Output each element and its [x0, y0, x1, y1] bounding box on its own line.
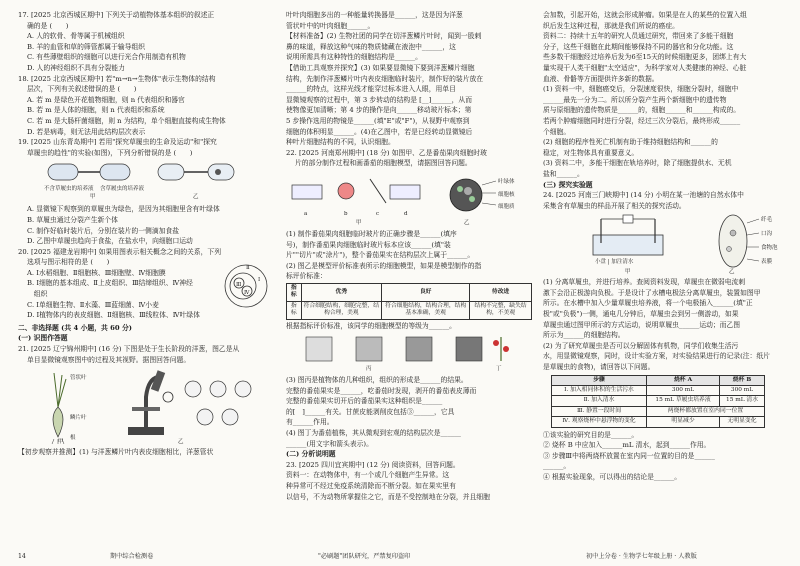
table-header: 烧杯 B [720, 375, 765, 385]
q24-line: (1) 分离草履虫，并进行培养。查阅资料发现，草履虫在微弱电流刺 [543, 278, 746, 287]
table-cell: Ⅱ. 加入清水 [552, 396, 647, 406]
text-line: (3) 资料二中，多能干细胞在轨培养时，除了细胞提供水、无机 [543, 159, 732, 168]
q22-line: 22. [2025 河南郑州期中] (18 分) 如图甲、乙是番茄果肉细胞时玻 [286, 148, 487, 157]
q24-line: 24. [2025 河南三门峡期中] (14 分) 小明在某一池塘的自然水体中 [543, 191, 744, 200]
text-line: 5 步操作选用的物镜是______(填"E"或"F")，从视野中观察到 [286, 116, 470, 125]
text-line: 细胞的体积明显______。(4)在乙图中，若是已经转动显微镜后 [286, 127, 473, 136]
figure-caption: 乙 [464, 219, 470, 226]
text-line: 织后发生这种过程，那就是我们所说的癌症。 [543, 21, 679, 30]
q20-block [18, 247, 271, 321]
q24-line: (2) 为了研究草履虫是否可以分解固体有机物，同学们收集生活污 [543, 341, 739, 350]
table-cell: 符合细胞结构，细胞完整，结构合理，美观 [301, 301, 382, 319]
text-line: 血液、骨骼等方面提供许多新的数据。 [543, 74, 659, 83]
q17-option: C. 有些薄壁组织的细胞可以进行光合作用制造有机物 [27, 53, 186, 62]
table-header: 指标 [287, 283, 302, 301]
table-cell: 无明显变化 [720, 417, 765, 427]
text-line: 管状叶中的叶肉细胞______。 [286, 21, 375, 30]
q22-line: (2) 图乙是模型评价标准表所示的细胞模型，如果是模型制作的指 [286, 261, 482, 270]
figure-caption: 甲 [58, 439, 64, 446]
table-cell: 300 mL [720, 386, 765, 396]
q21-figure [18, 367, 271, 445]
q18-line: 18. [2025 北京西城区期中] 若"m→n→生物体"表示生物体的结构 [18, 74, 216, 83]
text-line: 根据指标评价标准，该同学的细胞模型的等级为______。 [286, 321, 456, 330]
text-line: 量实现干人类干细胞"太空适应"，为科学家对人类健康的神经、心脏 [543, 63, 747, 72]
table-cell: 结构不完整，缺失结构，不美观 [470, 301, 532, 319]
text-line: 会加数，引起开始，这就会形成肿瘤。如果是在人的某些的位置入组 [543, 11, 747, 19]
q24-line: 草履虫通过图甲所示的方式运动，说明草履虫______运动；而乙图 [543, 320, 741, 329]
q21-line: 【初步观察并推测】(1) 与洋葱鳞片叶内表皮细胞相比，洋葱管状 [18, 448, 214, 457]
q17-line: 确的是 ( ) [27, 21, 69, 30]
text-line: 种叶片细胞结构的不同，认识细胞。 [286, 138, 395, 147]
q22-line: 完整的番茄果实切开后的番茄果实这种组织是______ [286, 397, 443, 406]
text-line: 使物像更加清晰；第 4 步的操作是向______移动玻片标本；第 [286, 106, 472, 115]
q22-line: 号)，制作番茄果肉细胞临时玻片标本应该______(填"装 [286, 240, 451, 249]
table-header: 烧杯 A [646, 375, 719, 385]
q24-line: ______。 [543, 462, 571, 471]
q22-line: ______(用文字和箭头表示)。 [286, 439, 373, 448]
text-line: 分子，这些干细胞在此期间能够保持不同的器官和分化功能。这 [543, 42, 734, 51]
q18-option: C. 若 m 是大肠杆菌细胞，则 n 为结构，单个细胞直接构成生物体 [27, 116, 226, 125]
q17-option: A. 人的软骨、骨等属于机械组织 [27, 32, 125, 41]
q24-line: ② 烧杯 B 中应加入______mL 清水，起到______作用。 [543, 441, 711, 450]
text-line: 若两个肿瘤细胞同时进行分裂，经过三次分裂后，最终形成______ [543, 116, 741, 125]
table-header: 步骤 [552, 375, 647, 385]
table-cell: 指标 [287, 301, 302, 319]
text-line: 质与原细胞的遗传物质是______的，细胞______和______构成的。 [543, 106, 741, 115]
electrode-tank-diagram [543, 213, 793, 275]
venn-label: Ⅲ [236, 281, 242, 288]
subsection-heading: (三) 探究实验题 [543, 180, 593, 189]
figure-label: 含草履虫的培养液 [100, 186, 145, 193]
q19-option: B. 草履虫通过分裂产生新个体 [27, 215, 118, 224]
q18-option: B. 若 m 是人体的细胞，则 n 代表组织和系统 [27, 106, 165, 115]
venn-label: Ⅳ [244, 289, 250, 296]
paramecium-experiment-diagram [18, 160, 268, 202]
figure-label: a [304, 210, 308, 217]
figure-caption: 甲 [90, 194, 96, 201]
q23-line: 种异常可不经过免疫系统清除而不断分裂。如在果实里有 [286, 482, 456, 491]
figure-caption: 甲 [625, 269, 631, 276]
q22-line: 片""切片"或"涂片")，整个番茄果实在结构层次上属于______。 [286, 251, 475, 260]
q22-line: 有______作用。 [286, 418, 334, 427]
figure-label: 鳞片叶 [70, 415, 87, 422]
q20-option: C. Ⅰ单细胞生物、Ⅱ水藻、Ⅲ蓝细菌、Ⅳ小麦 [27, 300, 159, 309]
text-line: 显微镜观察的过程中，第 3 步转动的结构是 [__]______，从而 [286, 95, 473, 104]
q24-line: ③ 步骤Ⅲ中将两烧杯放置在室内同一位置的目的是______ [543, 451, 715, 460]
text-line: 叶叶肉细胞多出的一种能量转换器是______，这是因为洋葱 [286, 11, 463, 19]
q24-line: 是草履虫的食物)，请回答以下问题。 [543, 363, 655, 372]
q21-line: 21. [2025 辽宁锦州期中] (16 分) 下图是处于生长阶段的洋葱，图乙是从 [18, 345, 240, 354]
figure-caption: 乙 [729, 269, 735, 276]
text-line: 【材料准备】(2) 生物社团的同学在切洋葱鳞片叶时，闻到一股刺 [286, 32, 482, 41]
figure-label: 管状叶 [70, 375, 87, 382]
q17-line: 17. [2025 北京西城区期中] 下列关于动植物体基本组织的叙述正 [18, 11, 215, 19]
q22-line: 完整的番茄果实是______，吃番茄时发现，剥开的番茄表皮薄而 [286, 386, 477, 395]
table-cell: 15 mL 清水 [720, 396, 765, 406]
figure-label: 表膜 [761, 259, 773, 266]
figure-label: 根 [70, 435, 76, 442]
text-line: ______最先一分为二。所以所分裂产生两个新细胞中的遗传物 [543, 95, 727, 104]
text-line: 稳定，对生物体具有重要意义。 [543, 148, 639, 157]
table-cell: 明显减少 [646, 417, 719, 427]
q19-line: 草履虫的趋性"的实验(如图)，下列分析错误的是 ( ) [27, 148, 193, 157]
footer-right: 初中上分卷 · 生物学七年级上册 · 人教版 [586, 553, 697, 560]
table-cell: 符合细胞结构，结构合理，结构基本准确，美观 [382, 301, 470, 319]
right-column [543, 10, 793, 483]
onion-microscope-diagram [18, 367, 268, 445]
left-column [18, 10, 271, 458]
q18-line: 层次，下列有关叙述错误的是 ( ) [27, 85, 137, 94]
text-line: 鼻的味道，释放这种气味的物质储藏在液泡中______，这 [286, 42, 456, 51]
middle-column [286, 10, 534, 502]
text-line: 盐和______。 [543, 169, 584, 178]
table-cell: Ⅳ. 观察烧杯中悬浮物的变化 [552, 417, 647, 427]
table-header: 待改进 [470, 283, 532, 301]
venn-label: Ⅰ [258, 276, 261, 283]
figure-caption: 乙 [193, 194, 199, 201]
footer-left: 期中综合检测卷 [110, 553, 154, 560]
figure-label: 叶绿体 [498, 178, 515, 185]
text-line: 结构，先制作洋葱鳞片叶内表皮细胞临时装片，制作好的装片放在 [286, 74, 484, 83]
figure-label: 细胞核 [498, 191, 515, 198]
tomato-slide-diagram [286, 171, 534, 227]
q24-line: ①该实验的研究目的是______。 [543, 430, 639, 439]
tissue-figure [286, 333, 534, 373]
figure-label: 口沟 [761, 231, 773, 238]
q22-line: 片的部分制作过程和画番茄的细胞模型，请据图回答问题。 [295, 159, 472, 168]
text-line: 【借助工具观察并探究】(3) 如果要显微镜下要到洋葱鳞片细胞 [286, 63, 475, 72]
table-cell: 300 mL [646, 386, 719, 396]
q20-line: 20. [2025 福建龙岩期中] 如果用图表示相关概念之间的关系，下列 [18, 247, 222, 256]
q24-line: 水，用显微镜观察，同时，设计实验方案，对实验结果进行的记录(注：纸片 [543, 352, 770, 361]
experiment-table [551, 375, 765, 428]
q24-line: 所示为______的细胞结构。 [543, 331, 625, 340]
q18-option: A. 若 m 是绿色开花植物细胞，则 n 代表组织和器官 [27, 95, 185, 104]
text-line: 些多数干细胞经过培养后发为6至15天的时候细胞更多，团绑上有大 [543, 53, 747, 62]
figure-label: c [376, 210, 380, 217]
text-line: (1) 资料一中，细胞癌变后，分裂速度很快，细胞分裂时，细胞中 [543, 85, 739, 94]
figure-label: b [344, 210, 348, 217]
figure-label: 食物泡 [761, 245, 778, 252]
q20-option: 组织 [27, 290, 48, 299]
q17-option: B. 羊的血管和草的筛管都属于输导组织 [27, 42, 146, 51]
q22-line: 的[ ]______有关。甘蔗皮能剥削皮包括③______，它具 [286, 407, 455, 416]
figure-label: 小盘 | 加注清水 [595, 259, 634, 266]
figure-caption: 丁 [496, 366, 502, 373]
q23-line: 23. [2025 四川宜宾期中] (12 分) 阅读资料，回答问题。 [286, 460, 460, 469]
evaluation-table [286, 283, 532, 320]
q22-line: (4) 图丁为番茄植株，其从微观到宏观的结构层次是______ [286, 429, 461, 438]
q24-line: 所示。在水槽中加入少量草履虫培养液，将一个电极插入______(填"正 [543, 299, 753, 308]
q24-line: 极"或"负极")一侧，通电几分钟后，草履虫会到另一侧游动，如果 [543, 310, 739, 319]
q22-line: (1) 制作番茄果肉细胞临时玻片的正确步骤是______(填序 [286, 229, 457, 238]
q20-line: 选项与图示相符的是 ( ) [27, 258, 110, 267]
subsection-heading: (一) 识图作答题 [18, 334, 68, 343]
table-cell: Ⅰ. 加入相同体积的生活污水 [552, 386, 647, 396]
text-line: ______的特点，这样光线才能穿过标本进入人眼，用单目 [286, 85, 456, 94]
text-line: 资料二：持续十五年的研究人员通过研究，带回来了多能干细胞 [543, 32, 734, 41]
figure-label: 纤毛 [761, 217, 773, 224]
figure-label: 不含草履虫的培养液 [44, 186, 94, 193]
table-cell: 15 mL 草履虫培养液 [646, 396, 719, 406]
q24-line: 采集含有草履虫的样品开展了相关的探究活动。 [543, 201, 686, 210]
q19-figure [18, 160, 271, 202]
table-cell: 两烧杯都放置在室内同一位置 [646, 406, 764, 416]
q17-option: D. 人的神经组织不具有分裂能力 [27, 63, 125, 72]
figure-caption: 甲 [356, 219, 362, 226]
q22-line: (3) 图丙是植物体的几种组织，组织的形成是______的结果。 [286, 376, 468, 385]
q22-line: 标评价标准： [286, 272, 327, 281]
page-number: 14 [18, 553, 26, 560]
q22-figure [286, 171, 534, 227]
venn-label: Ⅱ [246, 264, 250, 271]
table-header: 优秀 [301, 283, 382, 301]
section-heading: 二、非选择题 (共 4 小题，共 60 分) [18, 323, 133, 332]
q23-line: 以信号，不为动物所掌握住之它，而是不受控制地在分裂，并且细胞 [286, 492, 490, 501]
q24-figure [543, 213, 793, 275]
q24-line: ④ 根据实验现象，可以得出的结论是______。 [543, 473, 682, 482]
figure-caption: 乙 [178, 439, 184, 446]
q19-option: C. 制作好临时装片后，分别在装片的一侧滴加食盐 [27, 226, 180, 235]
q20-option: D. Ⅰ植物体内的表皮细胞、Ⅱ细胞核、Ⅲ线粒体、Ⅳ叶绿体 [27, 311, 200, 320]
table-header: 良好 [382, 283, 470, 301]
q23-line: 资料一：在动物体中，有一个或几个细胞产生异常。这 [286, 471, 450, 480]
q24-line: 激下会沿正极游向负极。于是设计了水槽电极法分离草履虫，装置如图甲 [543, 288, 761, 297]
q19-option: D. 乙图中草履虫趋向于食盐，在盐水中，向细胞口运动 [27, 237, 193, 246]
text-line: 说明所需具有这种特性的细胞结构是______。 [286, 53, 422, 62]
q19-line: 19. [2025 山东青岛期中] 若用"探究草履虫的生命及运动"和"探究 [18, 138, 217, 147]
q19-option: A. 显微镜下观察到的草履虫为绿色，是因为其细胞里含有叶绿体 [27, 205, 220, 214]
q21-line: 单目显微镜观察图中的过程及其视野。据图回答问题。 [27, 355, 191, 364]
figure-label: d [404, 210, 408, 217]
text-line: 个细胞。 [543, 127, 571, 136]
q18-option: D. 若是病毒，则无法用此结构层次表示 [27, 127, 146, 136]
subsection-heading: (二) 分析说明题 [286, 450, 336, 459]
footer-center: "必刷题"团队研究，严禁复印盗印 [318, 553, 411, 560]
text-line: (2) 细胞的程序性死亡机制有助于维持细胞结构和______的 [543, 138, 718, 147]
table-cell: Ⅲ. 静置一段时间 [552, 406, 647, 416]
figure-label: 细胞质 [498, 203, 515, 210]
q20-option: B. Ⅰ细胞的基本组成、Ⅱ上皮组织、Ⅲ结缔组织、Ⅳ神经 [27, 279, 193, 288]
figure-caption: 丙 [366, 366, 372, 373]
q20-option: A. Ⅰ水稻细胞、Ⅱ细胞核、Ⅲ细胞壁、Ⅳ细胞膜 [27, 268, 166, 277]
